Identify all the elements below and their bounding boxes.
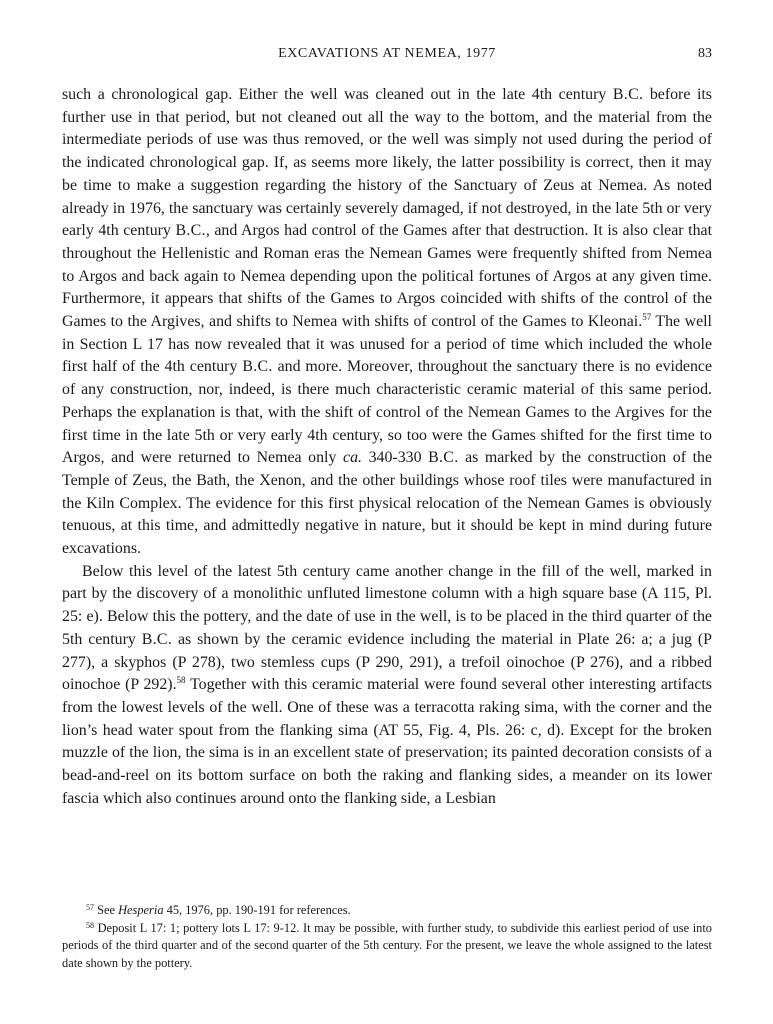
text-span: The well in Section L 17 has now revealed that it was unused for a period of time which included the whole first half of the 4th century [62, 313, 712, 376]
text-span: before its further use in that period, but not cleaned out all the way to the bottom, and the material from the intermediate periods of use was thus removed, or the well was simply not used during the period of the indicated chronological gap. If, as seems more likely, the latter possibility is correct, then it may be time to make a suggestion regarding the history of the Sanctuary of Zeus at Nemea. As noted already in 1976, the sanctuary was certainly severely damaged, if not destroyed, in the late 5th or very early 4th century [62, 86, 712, 240]
journal-title: Hesperia [118, 903, 164, 917]
text-span: 340-330 [362, 449, 429, 467]
text-span: , and Argos had control of the Games after that destruction. It is also clear that throughout the Hellenistic and Roman eras the Nemean Games were frequently shifted from Nemea to Argos and back again to Nemea depending upon the political fortunes of Argos at any given time. Furthermore, it appears that shifts of the Games to Argos coincided with shifts of the control of the Games to the Argives, and shifts to Nemea with shifts of control of the Games to Kleonai. [62, 222, 712, 331]
text-span: such a chronological gap. Either the well was cleaned out in the late 4th century [62, 86, 613, 103]
text-span: Deposit L 17: 1; pottery lots L 17: 9-12. It may be possible, with further study, to subdivide this earliest period of use into periods of the third quarter and of the second quarter of the 5th century. For the present, we leave the whole assigned to the latest date shown by the pottery. [62, 920, 712, 970]
page-number: 83 [698, 46, 712, 61]
footnote-ref-57[interactable]: 57 [642, 312, 652, 323]
footnote-number: 57 [86, 903, 94, 912]
footnote-number: 58 [86, 920, 94, 930]
text-span: Together with this ceramic material were found several other interesting artifacts from the lowest levels of the well. One of these was a terracotta raking sima, with the corner and the lion’s head water spout from the flanking sima (AT 55, Fig. 4, Pls. 26: c, d). Except for the broken muzzle of the lion, the sima is in an excellent state of preservation; its painted decoration consists of a bead-and-reel on its bottom surface on both the raking and flanking sides, a meander on its lower fascia which also continues around onto the flanking side, a Lesbian [62, 676, 712, 807]
era-abbrev: B.C. [428, 449, 459, 467]
text-span: as marked by the construction of the Temple of Zeus, the Bath, the Xenon, and the other buildings whose roof tiles were manufactured in the Kiln Complex. The evidence for this first physical relocation of the Nemean Games is obviously tenuous, at this time, and admittedly negative in nature, but it should be kept in mind during future excavations. [62, 449, 712, 558]
text-span: Below this level of the latest 5th century came another change in the fill of the well, marked in part by the discovery of a monolithic unfluted limestone column with a high square base (A 115, Pl. 25: e). Below this the pottery, and the date of use in the well, is to be placed in the third quarter of the 5th century [62, 562, 712, 648]
footnotes [62, 902, 712, 972]
era-abbrev: B.C. [612, 86, 644, 103]
paragraph-1 [62, 84, 712, 561]
era-abbrev: B.C. [242, 358, 273, 376]
page-header [62, 46, 712, 66]
text-span: as shown by the ceramic evidence including the material in Plate 26: a; a jug (P 277), a skyphos (P 278), two stemless cups (P 290, 291), a trefoil oinochoe (P 276), and a ribbed oinochoe (P 292). [62, 630, 713, 694]
footnote-57 [62, 902, 712, 920]
footnote-58 [62, 920, 712, 973]
text-span: 45, 1976, pp. 190-191 for references. [163, 903, 351, 917]
era-abbrev: B.C. [175, 222, 206, 240]
running-head: EXCAVATIONS AT NEMEA, 1977 [278, 46, 496, 61]
main-text [62, 84, 712, 811]
text-span: and more. Moreover, throughout the sanctuary there is no evidence of any construction, nor, indeed, is there much characteristic ceramic material of this same period. Perhaps the explanation is that, with the shift of control of the Nemean Games to the Argives for the first time in the late 5th or very early 4th century, so too were the Games shifted for the first time to Argos, and were returned to Nemea only [62, 358, 712, 467]
text-span: See [94, 903, 119, 917]
italic-abbrev: ca. [343, 449, 362, 467]
era-abbrev: B.C. [141, 630, 173, 648]
footnote-ref-58[interactable]: 58 [176, 675, 186, 686]
paragraph-2 [62, 561, 712, 811]
